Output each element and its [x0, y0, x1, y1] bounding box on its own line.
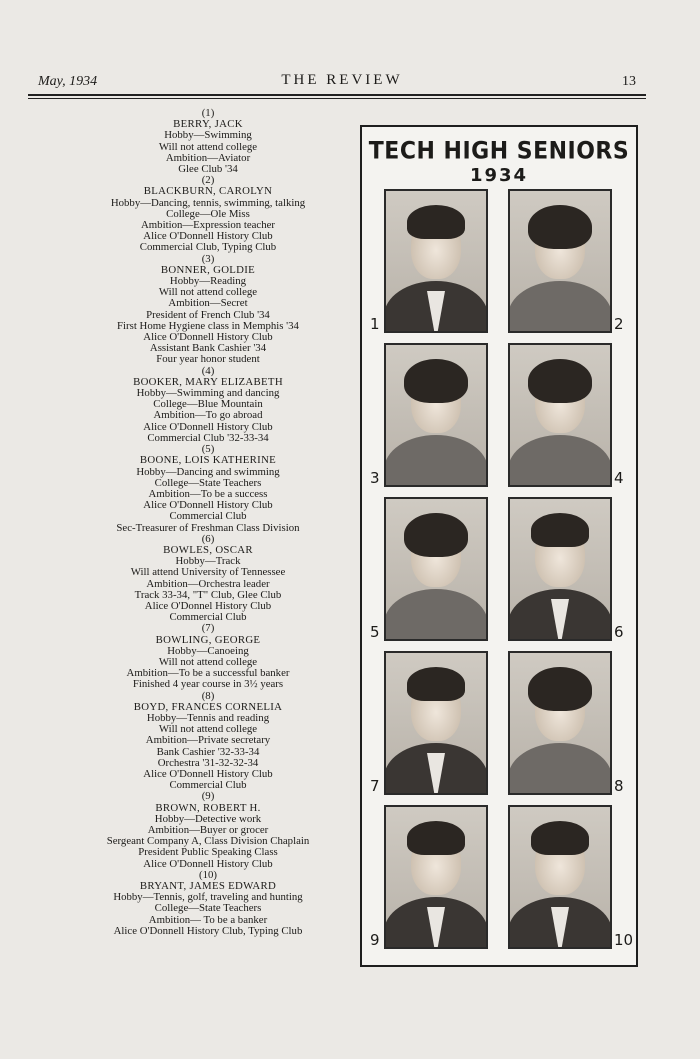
- senior-entry: [28, 175, 388, 253]
- entry-detail: Ambition—Buyer or grocer: [147, 824, 269, 836]
- entry-detail: Commercial Club '32-33-34: [147, 431, 269, 444]
- header-rule-thin: [28, 98, 646, 99]
- entry-detail: Will not attend college: [158, 286, 258, 299]
- portrait-shoulders: [508, 743, 612, 795]
- entry-detail: Bank Cashier '32-33-34: [156, 745, 260, 758]
- portrait-hair: [531, 821, 589, 855]
- senior-entry: [28, 444, 388, 534]
- entry-detail: Hobby—Detective work: [154, 812, 262, 825]
- senior-entry: [28, 534, 388, 624]
- entry-detail: Finished 4 year course in 3½ years: [132, 678, 284, 691]
- entry-number: (6): [201, 532, 215, 545]
- entry-detail: President of French Club '34: [146, 308, 270, 321]
- entry-detail: Alice O'Donnell History Club, Typing Club: [113, 924, 303, 937]
- senior-entry: [28, 691, 388, 792]
- entry-number: (2): [201, 174, 215, 187]
- entry-detail: Hobby—Dancing, tennis, swimming, talking: [110, 196, 306, 209]
- portrait-number: 1: [370, 315, 380, 333]
- senior-portrait: [508, 805, 612, 949]
- senior-portrait: [508, 651, 612, 795]
- entry-detail: Ambition—Secret: [168, 297, 248, 310]
- portrait-number: 5: [370, 623, 380, 641]
- senior-entry: [28, 108, 388, 175]
- entry-detail: Assistant Bank Cashier '34: [149, 342, 267, 355]
- portrait-number: 4: [614, 469, 624, 487]
- entry-detail: Hobby—Swimming: [164, 129, 252, 142]
- entry-detail: Alice O'Donnel History Club: [144, 599, 272, 612]
- senior-portrait: [384, 497, 488, 641]
- entry-detail: Ambition—To go abroad: [153, 409, 263, 422]
- entry-detail: College—State Teachers: [154, 902, 262, 915]
- entry-detail: Alice O'Donnell History Club: [143, 331, 273, 344]
- entry-detail: Will not attend college: [158, 140, 258, 153]
- entry-number: (4): [201, 364, 215, 377]
- entry-name: BOWLES, OSCAR: [163, 543, 253, 556]
- entry-number: (10): [199, 868, 217, 881]
- entry-detail: Alice O'Donnell History Club: [143, 230, 273, 243]
- entry-name: BOONE, LOIS KATHERINE: [139, 454, 277, 467]
- entry-detail: Glee Club '34: [178, 163, 238, 176]
- entry-detail: Ambition—To be a successful banker: [126, 667, 290, 680]
- portrait-hair: [407, 667, 465, 701]
- senior-portrait: [384, 805, 488, 949]
- panel-year: 1934: [469, 165, 529, 186]
- senior-portrait: [508, 497, 612, 641]
- issue-date: May, 1934: [38, 74, 98, 89]
- entry-detail: Alice O'Donnell History Club: [143, 857, 273, 870]
- entry-detail: Will not attend college: [158, 723, 258, 736]
- portrait-shoulders: [384, 589, 488, 641]
- entry-number: (5): [201, 443, 215, 456]
- portrait-hair: [528, 205, 592, 249]
- entry-detail: College—Blue Mountain: [153, 398, 263, 411]
- entry-name: BOWLING, GEORGE: [155, 633, 261, 646]
- portrait-number: 9: [370, 931, 380, 949]
- entry-name: BERRY, JACK: [173, 118, 243, 131]
- page-header: [38, 72, 646, 94]
- entry-detail: Alice O'Donnell History Club: [143, 499, 273, 512]
- entry-number: (3): [201, 252, 215, 265]
- portrait-hair: [407, 205, 465, 239]
- senior-portrait: [508, 343, 612, 487]
- senior-entry: [28, 870, 388, 937]
- entry-detail: Ambition—Private secretary: [145, 734, 271, 747]
- entry-detail: Hobby—Tennis, golf, traveling and hunting: [113, 891, 303, 904]
- portrait-shoulders: [384, 435, 488, 487]
- publication-title: THE REVIEW: [281, 72, 403, 88]
- entry-detail: Ambition—To be a success: [148, 487, 268, 500]
- entry-detail: Hobby—Dancing and swimming: [136, 465, 280, 478]
- entry-detail: Orchestra '31-32-32-34: [157, 756, 259, 769]
- entry-number: (9): [201, 790, 215, 803]
- entry-detail: Hobby—Swimming and dancing: [136, 387, 280, 400]
- entry-detail: Ambition—Orchestra leader: [146, 577, 270, 590]
- entry-detail: College—Ole Miss: [166, 207, 250, 220]
- portrait-hair: [404, 513, 468, 557]
- senior-entry: [28, 623, 388, 690]
- senior-portrait: [384, 651, 488, 795]
- senior-portrait: [508, 189, 612, 333]
- senior-entries-column: [28, 108, 388, 937]
- entry-name: BROWN, ROBERT H.: [155, 801, 261, 814]
- senior-portrait: [384, 189, 488, 333]
- entry-name: BOYD, FRANCES CORNELIA: [133, 700, 283, 713]
- portrait-hair: [528, 667, 592, 711]
- senior-entry: [28, 366, 388, 444]
- entry-name: BONNER, GOLDIE: [160, 263, 256, 276]
- header-rule-thick: [28, 94, 646, 96]
- photo-panel: [360, 125, 638, 967]
- senior-entry: [28, 254, 388, 366]
- panel-title: TECH HIGH SENIORS: [368, 137, 630, 166]
- entry-detail: Sec-Treasurer of Freshman Class Division: [116, 521, 300, 534]
- portrait-hair: [531, 513, 589, 547]
- entry-detail: Will attend University of Tennessee: [130, 566, 286, 579]
- entry-name: BLACKBURN, CAROLYN: [143, 185, 273, 198]
- entry-detail: President Public Speaking Class: [138, 846, 278, 859]
- portrait-hair: [404, 359, 468, 403]
- entry-detail: Commercial Club: [169, 510, 247, 523]
- entry-detail: First Home Hygiene class in Memphis '34: [117, 319, 299, 332]
- entry-detail: Will not attend college: [158, 655, 258, 668]
- portrait-number: 8: [614, 777, 624, 795]
- portrait-shoulders: [508, 281, 612, 333]
- portrait-number: 7: [370, 777, 380, 795]
- portrait-number: 3: [370, 469, 380, 487]
- entry-number: (7): [201, 622, 215, 635]
- portrait-hair: [528, 359, 592, 403]
- entry-detail: College—State Teachers: [154, 476, 262, 489]
- senior-portrait: [384, 343, 488, 487]
- entry-name: BOOKER, MARY ELIZABETH: [133, 375, 283, 388]
- entry-detail: Ambition— To be a banker: [148, 913, 268, 926]
- portrait-shoulders: [508, 435, 612, 487]
- entry-detail: Alice O'Donnell History Club: [143, 420, 273, 433]
- entry-detail: Sergeant Company A, Class Division Chaplain: [106, 835, 310, 848]
- entry-detail: Ambition—Aviator: [165, 151, 251, 164]
- entry-detail: Hobby—Reading: [169, 275, 247, 288]
- entry-detail: Hobby—Track: [175, 555, 241, 568]
- entry-name: BRYANT, JAMES EDWARD: [139, 880, 277, 893]
- entry-detail: Ambition—Expression teacher: [140, 219, 276, 232]
- entry-detail: Commercial Club: [169, 779, 247, 792]
- entry-detail: Four year honor student: [156, 353, 260, 366]
- entry-number: (1): [201, 107, 215, 119]
- entry-detail: Commercial Club: [169, 611, 247, 624]
- portrait-number: 2: [614, 315, 624, 333]
- portrait-number: 10: [614, 931, 634, 949]
- senior-entry: [28, 791, 388, 869]
- entry-detail: Hobby—Canoeing: [167, 644, 249, 657]
- entry-number: (8): [201, 689, 215, 702]
- page-number: 13: [622, 74, 636, 89]
- entry-detail: Alice O'Donnell History Club: [143, 767, 273, 780]
- entry-detail: Hobby—Tennis and reading: [146, 711, 270, 724]
- entry-detail: Commercial Club, Typing Club: [139, 241, 277, 254]
- portrait-hair: [407, 821, 465, 855]
- portrait-number: 6: [614, 623, 624, 641]
- entry-detail: Track 33-34, "T" Club, Glee Club: [134, 588, 282, 601]
